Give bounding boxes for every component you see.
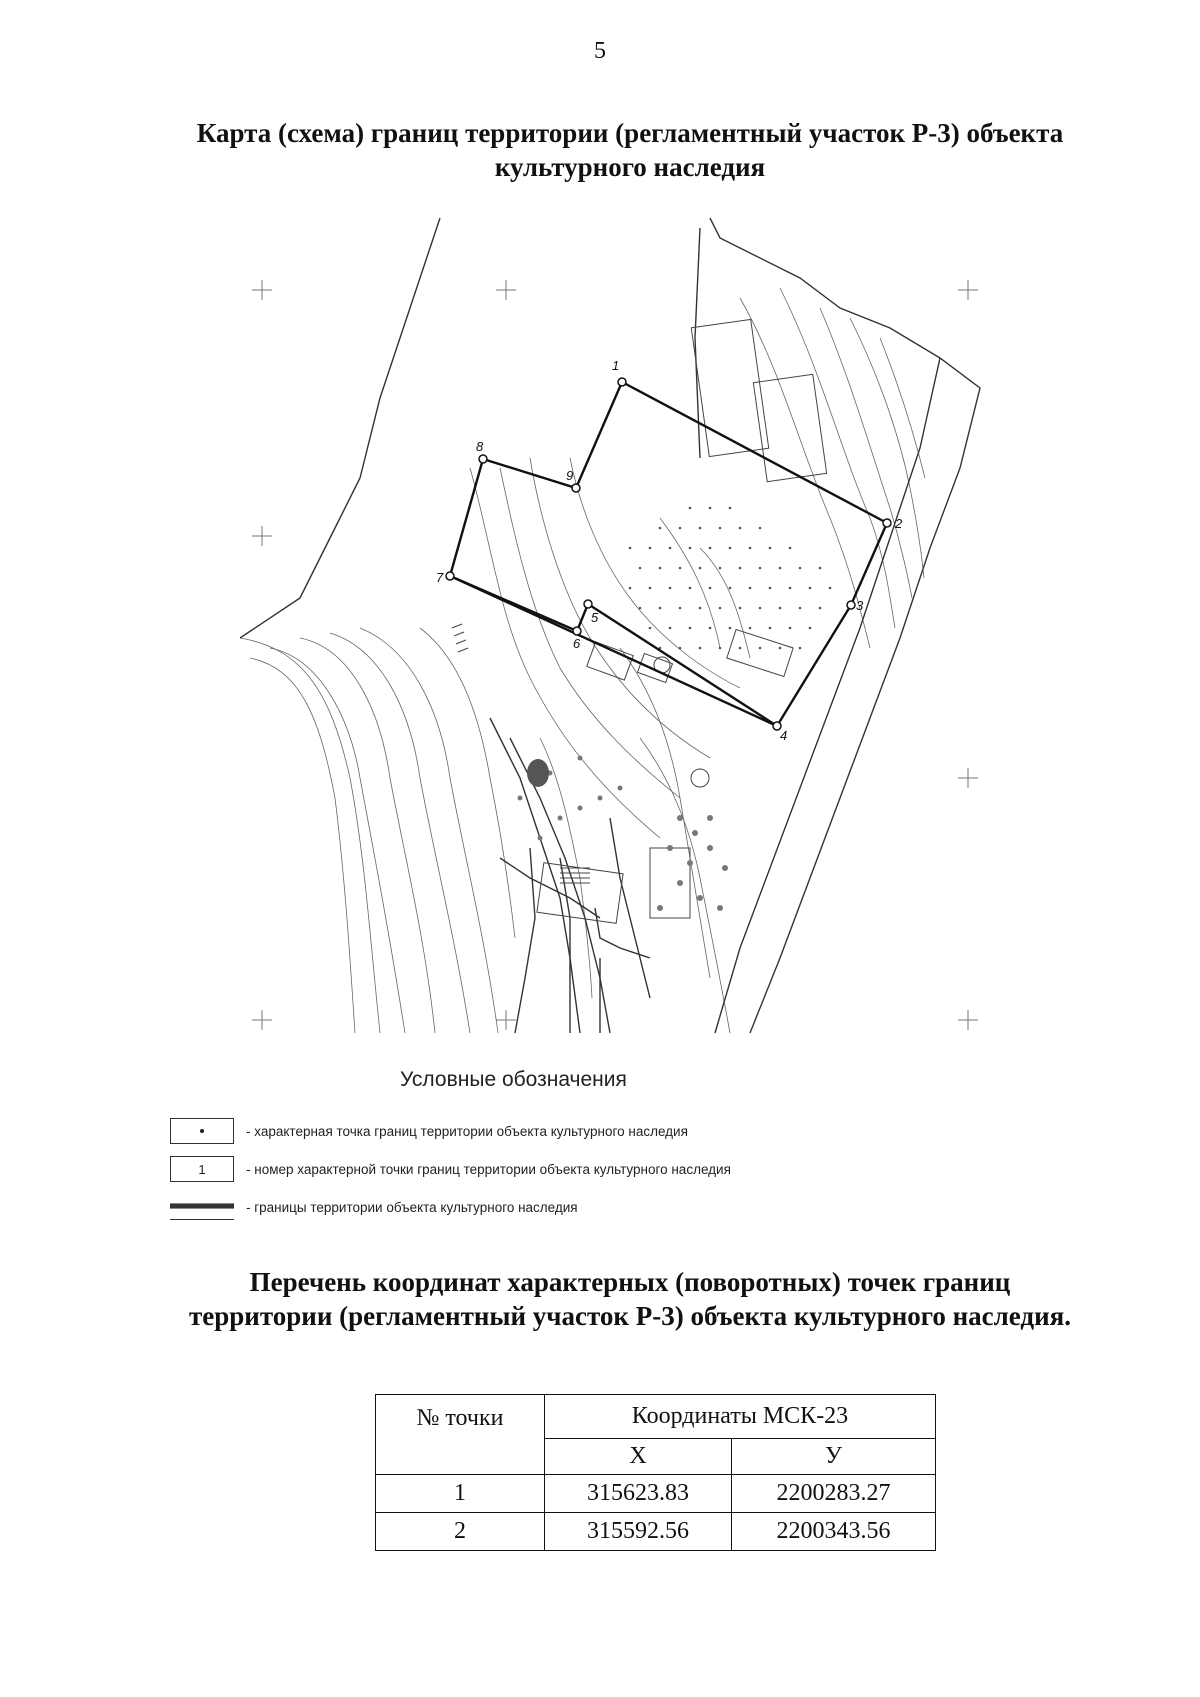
legend-point-text: - характерная точка границ территории объекта культурного наследия (246, 1123, 688, 1139)
point-label-9: 9 (566, 468, 574, 483)
page-number: 5 (594, 38, 606, 64)
row-point: 2 (376, 1513, 545, 1551)
point-label-2: 2 (895, 516, 903, 531)
legend-title: Условные обозначения (400, 1068, 627, 1091)
table-row (376, 1513, 936, 1551)
point-label-3: 3 (856, 598, 864, 613)
point-label-6: 6 (573, 636, 581, 651)
site-plan-map (240, 218, 1020, 1038)
row-x: 315592.56 (545, 1513, 732, 1551)
boundary-line-icon (170, 1203, 234, 1209)
map-title (180, 116, 1080, 184)
list-title-line1: Перечень координат характерных (поворотных) точек границ (249, 1267, 1011, 1297)
stairs (452, 624, 590, 883)
terrain-contours (240, 288, 925, 1033)
point-label-4: 4 (780, 728, 788, 743)
row-x: 315623.83 (545, 1475, 732, 1513)
road-lines (240, 218, 980, 1033)
legend-item-point (170, 1115, 688, 1147)
row-y: 2200343.56 (732, 1513, 936, 1551)
header-coordinates: Координаты МСК-23 (545, 1395, 936, 1439)
row-point: 1 (376, 1475, 545, 1513)
map-title-line1: Карта (схема) границ территории (регламентный участок Р-3) объекта (196, 118, 1064, 148)
header-y: У (732, 1439, 936, 1475)
coordinates-table (375, 1394, 936, 1551)
legend-point-symbol (170, 1118, 234, 1144)
point-label-8: 8 (476, 439, 484, 454)
point-label-1: 1 (612, 358, 620, 373)
legend-number-text: - номер характерной точки границ территории объекта культурного наследия (246, 1161, 731, 1177)
point-dot-icon (200, 1129, 204, 1133)
pond (527, 759, 549, 787)
point-label-5: 5 (591, 610, 599, 625)
row-y: 2200283.27 (732, 1475, 936, 1513)
legend-item-number (170, 1153, 731, 1185)
header-x: Х (545, 1439, 732, 1475)
legend-item-boundary (170, 1191, 578, 1223)
well-marker (691, 769, 709, 787)
header-point-number: № точки (376, 1395, 545, 1475)
legend-boundary-symbol (170, 1194, 234, 1220)
list-title-line2: территории (регламентный участок Р-3) объекта культурного наследия. (189, 1301, 1071, 1331)
site-plan-svg (240, 218, 1020, 1038)
map-title-line2: культурного наследия (494, 152, 766, 182)
point-label-7: 7 (436, 570, 444, 585)
legend-number-symbol: 1 (170, 1156, 234, 1182)
coordinates-list-title (160, 1265, 1100, 1333)
vegetation-area (629, 507, 832, 650)
legend-boundary-text: - границы территории объекта культурного наследия (246, 1199, 578, 1215)
grid-crosses (252, 280, 978, 1030)
table-row (376, 1475, 936, 1513)
